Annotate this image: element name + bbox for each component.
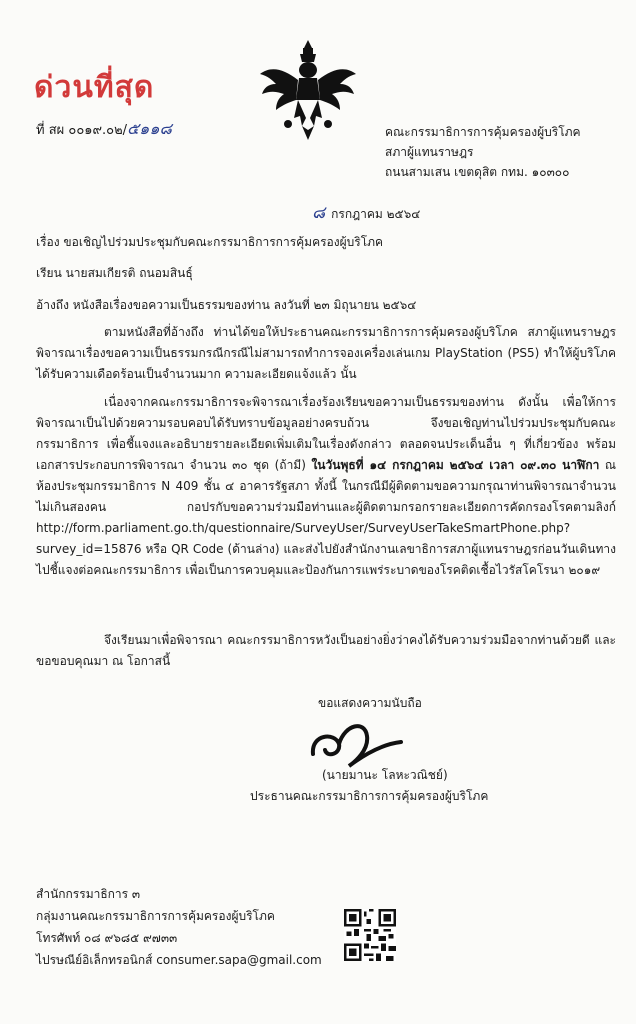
organization-address <box>385 122 625 182</box>
qr-code-icon[interactable] <box>344 909 396 961</box>
p2-text-b: ณ ห้องประชุมกรรมาธิการ N 409 ชั้น ๔ อาคารรัฐสภา ทั้งนี้ ในกรณีมีผู้ติดตามขอความกรุณาท่านพิจารณาจำนวนไม่เกินสองคน กอปรกับขอความร่วมมือท่านและผู้ติดตามกรอกรายละเอียดการคัดกรองโรคตามลิงก์ http://form.parliament.go.th/questionnaire/SurveyUser/SurveyUserTakeSmartPhone.php?survey_id=15876 หรือ QR Code (ด้านล่าง) และส่งไปยังสำนักงานเลขาธิการสภาผู้แทนราษฎรก่อนวันเดินทางไปชี้แจงต่อคณะกรรมาธิการ เพื่อเป็นการควบคุมและป้องกันการแพร่ระบาดของโรคติดเชื้อไวรัสโคโรนา ๒๐๑๙ <box>36 458 616 577</box>
footer-line: สำนักกรรมาธิการ ๓ <box>36 887 141 901</box>
footer-line: โทรศัพท์ ๐๘ ๙๖๘๕ ๙๗๓๓ <box>36 931 178 945</box>
date-month-year: กรกฎาคม ๒๕๖๔ <box>331 207 421 221</box>
footer-line: ไปรษณีย์อิเล็กทรอนิกส์ consumer.sapa@gmail.com <box>36 953 322 967</box>
reference-line: อ้างถึง หนังสือเรื่องขอความเป็นธรรมของท่าน ลงวันที่ ๒๓ มิถุนายน ๒๕๖๔ <box>36 298 417 312</box>
body-paragraph-2 <box>36 392 616 581</box>
reference-handwritten: ๕๑๑๘ <box>127 119 172 138</box>
org-line: สภาผู้แทนราษฎร <box>385 145 474 159</box>
meeting-datetime: ในวันพุธที่ ๑๔ กรกฎาคม ๒๕๖๔ เวลา ๐๙.๓๐ นาฬิกา <box>311 458 600 472</box>
body-paragraph-1: ตามหนังสือที่อ้างถึง ท่านได้ขอให้ประธานคณะกรรมาธิการการคุ้มครองผู้บริโภค สภาผู้แทนราษฎร พิจารณาเรื่องขอความเป็นธรรมกรณีกรณีไม่สามารถทำการจองเครื่องเล่นเกม PlayStation (PS5) ทำให้ผู้บริโภคได้รับความเดือดร้อนเป็นจำนวนมาก ความละเอียดแจ้งแล้ว นั้น <box>36 325 616 381</box>
recipient-line: เรียน นายสมเกียรติ ถนอมสินธุ์ <box>36 266 193 280</box>
reference-prefix: ที่ สผ ๐๐๑๙.๐๒/ <box>36 123 128 138</box>
garuda-emblem-icon <box>258 38 358 142</box>
urgency-stamp: ด่วนที่สุด <box>34 70 155 105</box>
subject-line: เรื่อง ขอเชิญไปร่วมประชุมกับคณะกรรมาธิการการคุ้มครองผู้บริโภค <box>36 235 384 249</box>
footer-line: กลุ่มงานคณะกรรมาธิการการคุ้มครองผู้บริโภค <box>36 909 275 923</box>
signatory-title: ประธานคณะกรรมาธิการการคุ้มครองผู้บริโภค <box>250 789 489 803</box>
reference-number <box>36 117 172 142</box>
date-day-handwritten: ๘ <box>312 203 326 223</box>
body-paragraph-3: จึงเรียนมาเพื่อพิจารณา คณะกรรมาธิการหวังเป็นอย่างยิ่งว่าคงได้รับความร่วมมือจากท่านด้วยดี และขอขอบคุณมา ณ โอกาสนี้ <box>36 633 616 668</box>
closing-phrase: ขอแสดงความนับถือ <box>318 696 422 710</box>
org-line: คณะกรรมาธิการการคุ้มครองผู้บริโภค <box>385 125 581 139</box>
letter-date <box>312 199 420 226</box>
p2-text-a: เนื่องจากคณะกรรมาธิการจะพิจารณาเรื่องร้องเรียนขอความเป็นธรรมของท่าน ดังนั้น เพื่อให้การพิจารณาเป็นไปด้วยความรอบคอบได้รับทราบข้อมูลอย่างครบถ้วน จึงขอเชิญท่านไปร่วมประชุมกับคณะกรรมาธิการ เพื่อชี้แจงและอธิบายรายละเอียดเพิ่มเติมในเรื่องดังกล่าว ตลอดจนประเด็นอื่น ๆ ที่เกี่ยวข้อง พร้อมเอกสารประกอบการพิจารณา จำนวน ๓๐ ชุด (ถ้ามี) <box>36 395 616 472</box>
signatory-name: (นายมานะ โลหะวณิชย์) <box>322 768 448 782</box>
org-line: ถนนสามเสน เขตดุสิต กทม. ๑๐๓๐๐ <box>385 165 570 179</box>
handwritten-signature <box>305 714 405 769</box>
contact-footer <box>36 883 356 971</box>
